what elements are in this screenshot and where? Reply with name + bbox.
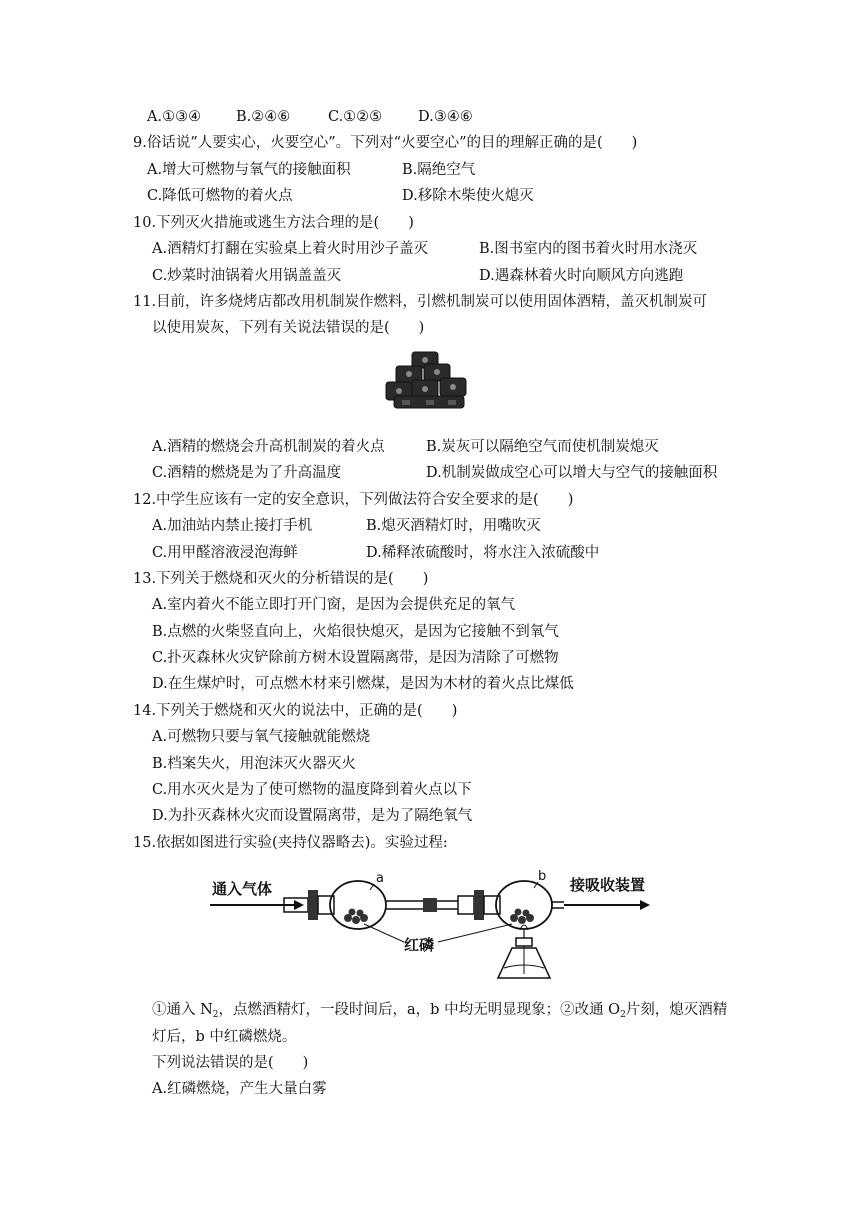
q12-option-d: D.稀释浓硫酸时，将水注入浓硫酸中 bbox=[366, 545, 600, 561]
q11-stem-line1: 11.目前，许多烧烤店都改用机制炭作燃料，引燃机制炭可以使用固体酒精，盖灭机制炭可 bbox=[133, 294, 708, 310]
q8-option-a: A.①③④ bbox=[147, 109, 202, 125]
q14-option-c: C.用水灭火是为了使可燃物的温度降到着火点以下 bbox=[152, 782, 472, 798]
absorb-label: 接吸收装置 bbox=[570, 876, 646, 894]
q9-option-a: A.增大可燃物与氧气的接触面积 bbox=[147, 162, 351, 178]
q11-option-d: D.机制炭做成空心可以增大与空气的接触面积 bbox=[426, 465, 718, 481]
q9-stem: 9.俗话说”人要实心，火要空心”。下列对“火要空心”的目的理解正确的是( ) bbox=[133, 135, 638, 151]
q10-stem: 10.下列灭火措施或逃生方法合理的是( ) bbox=[133, 215, 414, 231]
label-b: b bbox=[538, 869, 547, 884]
q15-question: 下列说法错误的是( ) bbox=[152, 1055, 309, 1071]
q9-option-d: D.移除木柴使火熄灭 bbox=[402, 188, 534, 204]
q14-option-d: D.为扑灭森林火灾而设置隔离带，是为了隔绝氧气 bbox=[152, 808, 473, 824]
label-a: a bbox=[376, 871, 384, 886]
q8-option-d: D.③④⑥ bbox=[418, 109, 473, 125]
q9-option-b: B.隔绝空气 bbox=[402, 162, 476, 178]
q14-stem: 14.下列关于燃烧和灭火的说法中，正确的是( ) bbox=[133, 703, 458, 719]
q8-option-c: C.①②⑤ bbox=[328, 109, 383, 125]
red-phosphorus-label: 红磷 bbox=[404, 936, 435, 954]
q12-option-b: B.熄灭酒精灯时，用嘴吹灭 bbox=[366, 518, 541, 534]
q15-stem: 15.依据如图进行实验(夹持仪器略去)。实验过程: bbox=[133, 835, 448, 851]
q10-option-c: C.炒菜时油锅着火用锅盖盖灭 bbox=[152, 268, 342, 284]
q13-option-d: D.在生煤炉时，可点燃木材来引燃煤，是因为木材的着火点比煤低 bbox=[152, 676, 574, 692]
q14-option-b: B.档案失火，用泡沫灭火器灭火 bbox=[152, 756, 356, 772]
q15-procedure-line2: 灯后，b 中红磷燃烧。 bbox=[152, 1029, 297, 1045]
q13-option-a: A.室内着火不能立即打开门窗，是因为会提供充足的氧气 bbox=[152, 597, 516, 613]
q12-stem: 12.中学生应该有一定的安全意识，下列做法符合安全要求的是( ) bbox=[133, 492, 574, 508]
q12-option-a: A.加油站内禁止接打手机 bbox=[152, 518, 313, 534]
q13-option-b: B.点燃的火柴竖直向上，火焰很快熄灭，是因为它接触不到氧气 bbox=[152, 624, 559, 640]
q12-option-c: C.用甲醛溶液浸泡海鲜 bbox=[152, 545, 298, 561]
q15-option-a: A.红磷燃烧，产生大量白雾 bbox=[152, 1081, 327, 1097]
gas-in-label: 通入气体 bbox=[212, 880, 273, 898]
q10-option-b: B.图书室内的图书着火时用水浇灭 bbox=[479, 241, 698, 257]
q10-option-a: A.酒精灯打翻在实验桌上着火时用沙子盖灭 bbox=[152, 241, 429, 257]
q15-procedure-line1: ①通入 $N_2$，点燃酒精灯，一段时间后，a，b 中均无明显现象；②改通 $O_2$片刻，熄灭酒精 bbox=[152, 1002, 728, 1020]
q10-option-d: D.遇森林着火时向顺风方向逃跑 bbox=[479, 268, 684, 284]
q11-option-c: C.酒精的燃烧是为了升高温度 bbox=[152, 465, 342, 481]
q11-stem-line2: 以使用炭灰，下列有关说法错误的是( ) bbox=[152, 320, 425, 336]
q11-option-a: A.酒精的燃烧会升高机制炭的着火点 bbox=[152, 439, 385, 455]
q13-stem: 13.下列关于燃烧和灭火的分析错误的是( ) bbox=[133, 571, 429, 587]
q13-option-c: C.扑灭森林火灾铲除前方树木设置隔离带，是因为清除了可燃物 bbox=[152, 650, 559, 666]
q11-option-b: B.炭灰可以隔绝空气而使机制炭熄灭 bbox=[426, 439, 659, 455]
q14-option-a: A.可燃物只要与氧气接触就能燃烧 bbox=[152, 729, 371, 745]
q9-option-c: C.降低可燃物的着火点 bbox=[147, 188, 293, 204]
experiment-diagram bbox=[208, 860, 652, 984]
charcoal-image bbox=[382, 348, 476, 412]
q8-option-b: B.②④⑥ bbox=[236, 109, 291, 125]
